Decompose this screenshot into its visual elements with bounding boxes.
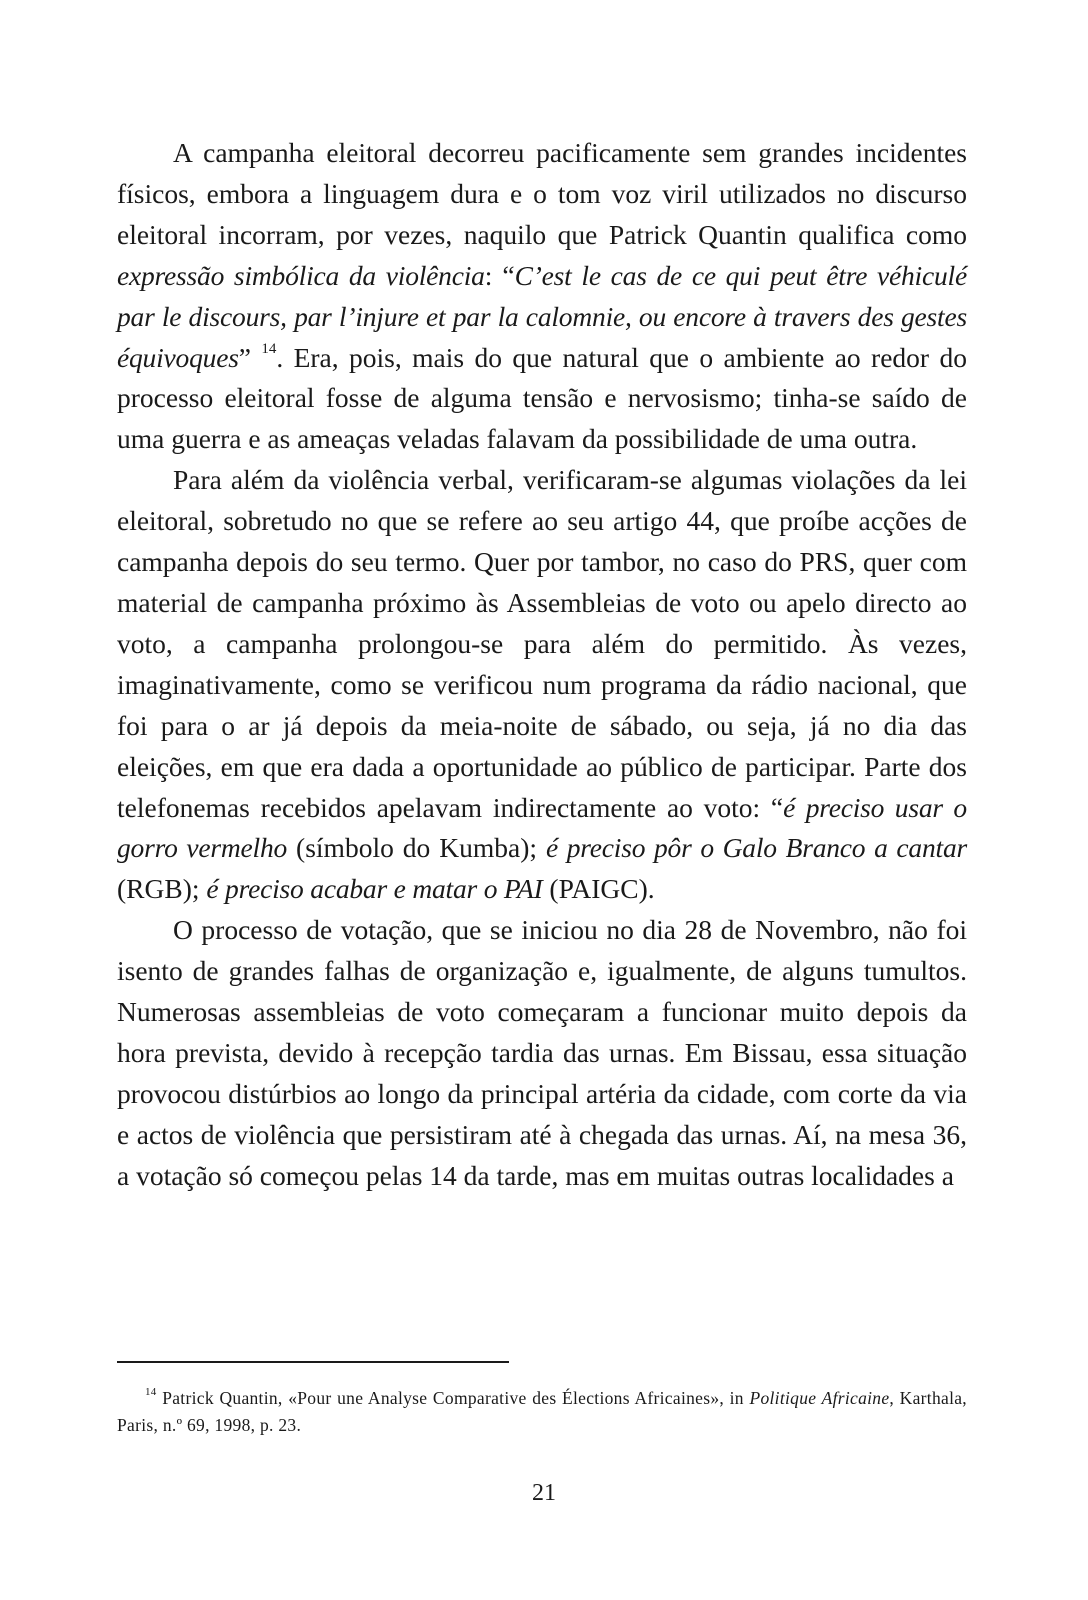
paragraph-1: A campanha eleitoral decorreu pacificamente sem grandes incidentes físicos, embora a linguagem dura e o tom voz viril utilizados no discurso eleitoral incorram, por vezes, naquilo que Patrick Quantin qualifica como expressão simbólica da violência: “C’est le cas de ce qui peut être véhiculé par le discours, par l’injure et par la calomnie, ou encore à travers des gestes équivoques” $^{14}$. Era, pois, mais do que natural que o ambiente ao redor do processo eleitoral fosse de alguma tensão e nervosismo; tinha-se saído de uma guerra e as ameaças veladas falavam da possibilidade de uma outra. [117, 137, 967, 455]
footnote-number: 14 [145, 1386, 157, 1399]
paragraph-2: Para além da violência verbal, verificaram-se algumas violações da lei eleitoral, sobretudo no que se refere ao seu artigo 44, que proíbe acções de campanha depois do seu termo. Quer por tambor, no caso do PRS, quer com material de campanha próximo às Assembleias de voto ou apelo directo ao voto, a campanha prolongou-se para além do permitido. Às vezes, imaginativamente, como se verificou num programa da rádio nacional, que foi para o ar já depois da meia-noite de sábado, ou seja, já no dia das eleições, em que era dada a oportunidade ao público de participar. Parte dos telefonemas recebidos apelavam indirectamente ao voto: “é preciso usar o gorro vermelho (símbolo do Kumba); é preciso pôr o Galo Branco a cantar (RGB); é preciso acabar e matar o PAI (PAIGC). [117, 464, 967, 905]
body-text [117, 133, 967, 1197]
paragraph-3: O processo de votação, que se iniciou no dia 28 de Novembro, não foi isento de grandes falhas de organização e, igualmente, de alguns tumultos. Numerosas assembleias de voto começaram a funcionar muito depois da hora prevista, devido à recepção tardia das urnas. Em Bissau, essa situação provocou distúrbios ao longo da principal artéria da cidade, com corte da via e actos de violência que persistiram até à chegada das urnas. Aí, na mesa 36, a votação só começou pelas 14 da tarde, mas em muitas outras localidades a [117, 914, 967, 1191]
footnote-divider [117, 1361, 509, 1363]
footnote: $^{14}$ Patrick Quantin, «Pour une Analyse Comparative des Élections Africaines», in Politique Africaine, Karthala, Paris, n.º 69, 1998, p. 23. [117, 1386, 967, 1435]
footnote-reference: 14 [261, 341, 277, 358]
page-number: 21 [532, 1480, 556, 1506]
